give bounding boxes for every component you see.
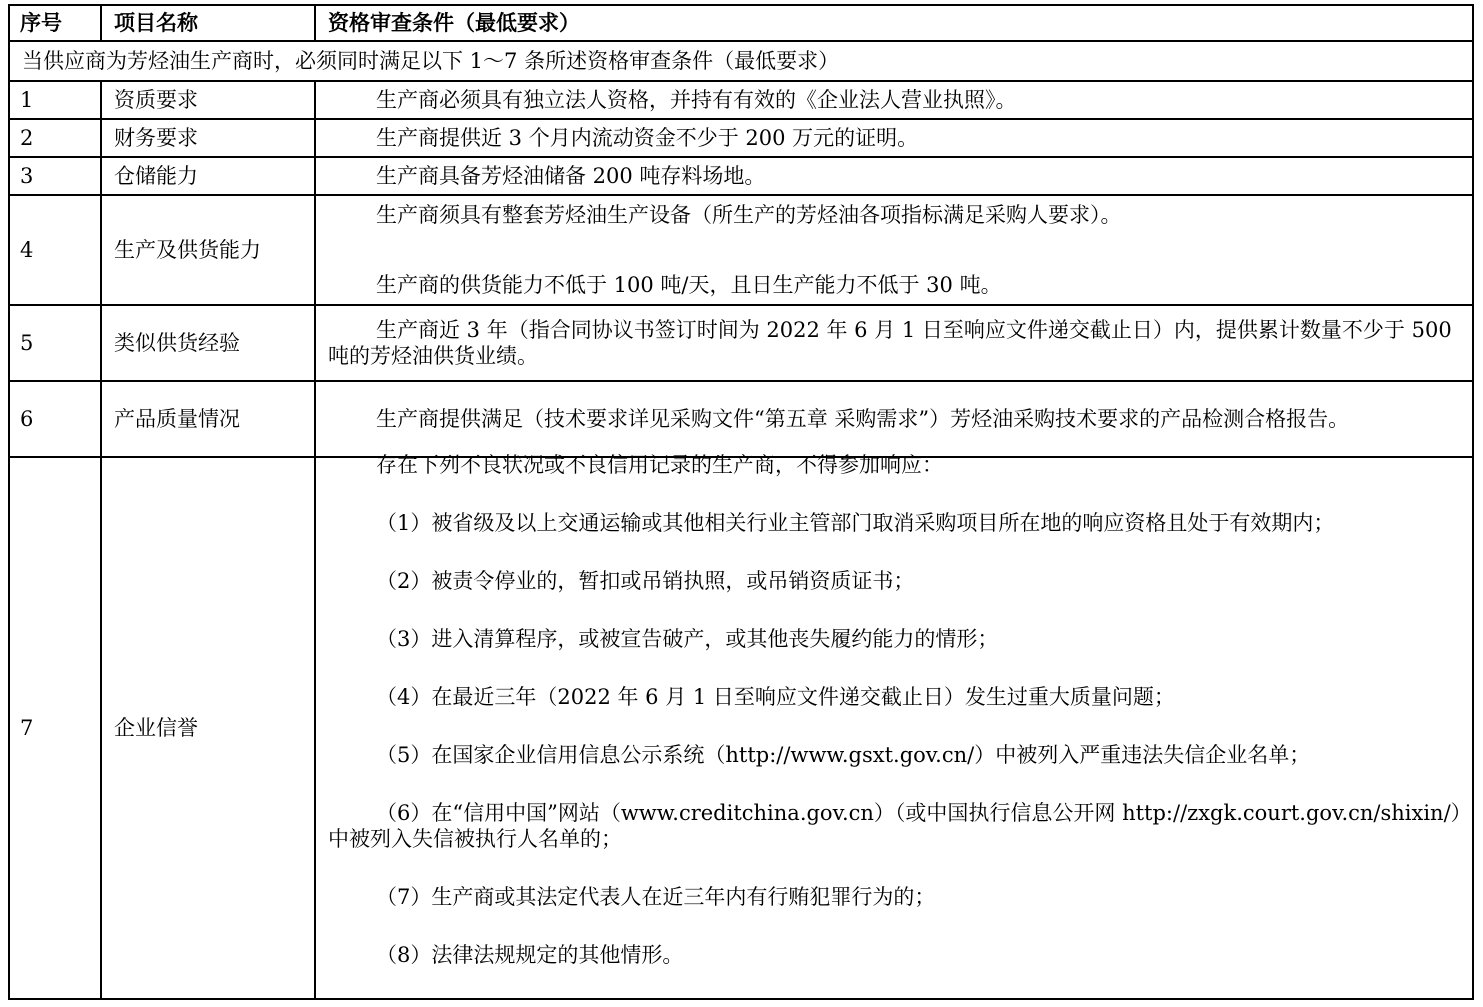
table-row [9, 381, 1473, 457]
table-row [9, 457, 1473, 999]
table-header-row [9, 5, 1473, 41]
row-requirement: 生产商提供满足（技术要求详见采购文件“第五章 采购需求”）芳烃油采购技术要求的产品检测合格报告。 [376, 407, 1350, 431]
row-item: 资质要求 [101, 81, 315, 119]
row-requirement: 生产商提供近 3 个月内流动资金不少于 200 万元的证明。 [376, 126, 919, 150]
list-item: （4）在最近三年（2022 年 6 月 1 日至响应文件递交截止日）发生过重大质量问题； [376, 685, 1175, 709]
list-item: （5）在国家企业信用信息公示系统（http://www.gsxt.gov.cn/）中被列入严重违法失信企业名单； [376, 743, 1311, 767]
table-row [9, 119, 1473, 157]
row-no: 6 [9, 381, 101, 457]
row-requirement: 生产商必须具有独立法人资格，并持有有效的《企业法人营业执照》。 [376, 88, 1017, 112]
qualification-table [8, 4, 1474, 1000]
row-requirement: 生产商的供货能力不低于 100 吨/天，且日生产能力不低于 30 吨。 [376, 273, 1002, 297]
row-no: 3 [9, 157, 101, 195]
row-requirement: 生产商具备芳烃油储备 200 吨存料场地。 [376, 164, 766, 188]
intro-row [9, 41, 1473, 81]
list-item: （3）进入清算程序，或被宣告破产，或其他丧失履约能力的情形； [376, 627, 999, 651]
list-item: （2）被责令停业的，暂扣或吊销执照，或吊销资质证书； [376, 569, 915, 593]
header-no: 序号 [9, 5, 101, 41]
row-item: 仓储能力 [101, 157, 315, 195]
list-item: （6）在“信用中国”网站（www.creditchina.gov.cn）（或中国执行信息公开网 http://zxgk.court.gov.cn/shixin/）中被列入失信被执行人名单的； [328, 801, 1462, 851]
header-item: 项目名称 [101, 5, 315, 41]
header-requirement: 资格审查条件（最低要求） [315, 5, 1473, 41]
row-no: 5 [9, 305, 101, 381]
row-no: 7 [9, 457, 101, 999]
row-requirement: 生产商近 3 年（指合同协议书签订时间为 2022 年 6 月 1 日至响应文件递交截止日）内，提供累计数量不少于 500 吨的芳烃油供货业绩。 [328, 318, 1452, 368]
table-row [9, 157, 1473, 195]
row-item: 类似供货经验 [101, 305, 315, 381]
row-item: 财务要求 [101, 119, 315, 157]
row-no: 4 [9, 195, 101, 305]
row-requirement: 生产商须具有整套芳烃油生产设备（所生产的芳烃油各项指标满足采购人要求）。 [376, 203, 1122, 227]
table-row [9, 195, 1473, 305]
row-item: 企业信誉 [101, 457, 315, 999]
row-no: 2 [9, 119, 101, 157]
intro-text: 当供应商为芳烃油生产商时，必须同时满足以下 1～7 条所述资格审查条件（最低要求） [9, 41, 1473, 81]
row-requirement: 存在下列不良状况或不良信用记录的生产商，不得参加响应： [376, 453, 943, 477]
row-no: 1 [9, 81, 101, 119]
row-item: 生产及供货能力 [101, 195, 315, 305]
list-item: （8）法律法规规定的其他情形。 [376, 943, 684, 967]
list-item: （1）被省级及以上交通运输或其他相关行业主管部门取消采购项目所在地的响应资格且处于有效期内； [376, 511, 1335, 535]
list-item: （7）生产商或其法定代表人在近三年内有行贿犯罪行为的； [376, 885, 936, 909]
table-row [9, 305, 1473, 381]
table-row [9, 81, 1473, 119]
row-item: 产品质量情况 [101, 381, 315, 457]
